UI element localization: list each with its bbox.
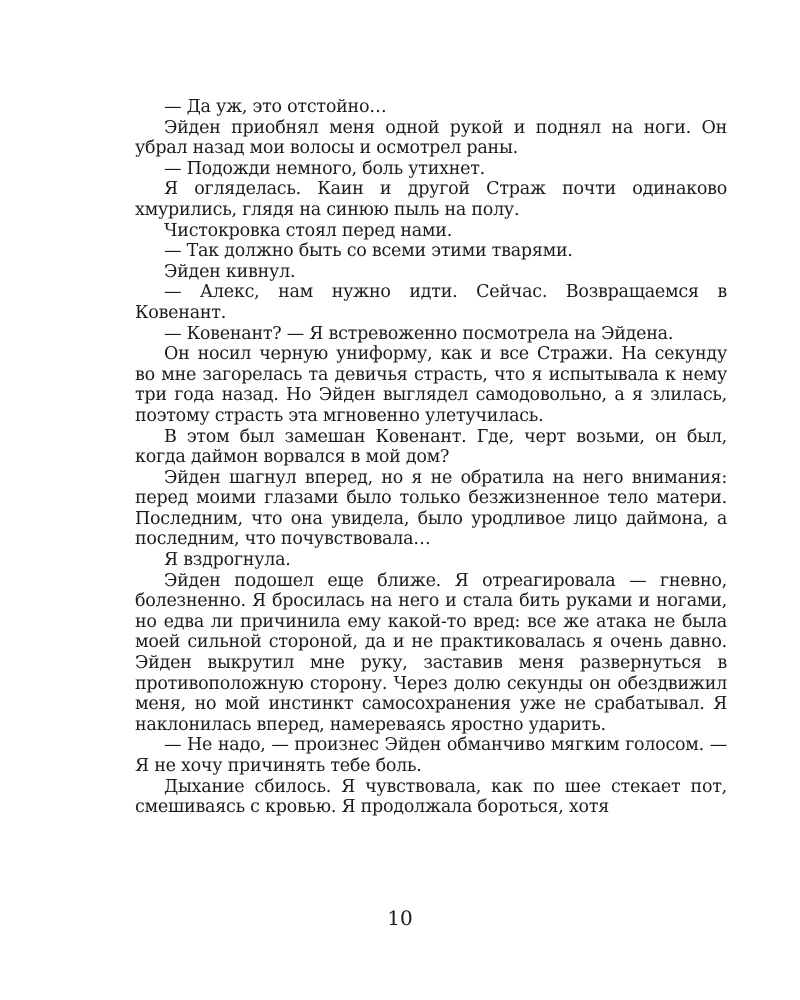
paragraph: — Алекс, нам нужно идти. Сейчас. Возвращаемся в Ковенант. — [135, 282, 727, 323]
paragraph: Дыхание сбилось. Я чувствовала, как по шее стекает пот, смешиваясь с кровью. Я продолжала бороться, хотя — [135, 776, 727, 818]
paragraph: — Да уж, это отстойно… — [164, 97, 387, 117]
paragraph: — Ковенант? — Я встревоженно посмотрела на Эйдена. — [164, 323, 674, 344]
paragraph: Он носил черную униформу, как и все Стражи. На секунду во мне загорелась та девичья страсть, что я испытывала к нему три года назад. Но Эйден выглядел самодовольно, а я злилась, поэтому страсть эта мгновенно улетучилась. — [135, 344, 727, 426]
paragraph: Эйден кивнул. — [164, 261, 296, 282]
paragraph: Эйден шагнул вперед, но я не обратила на него внимания: перед моими глазами было только безжизненное тело матери. Последним, что она увидела, было уродливое лицо даймона, а последним, что почувствовала… — [135, 467, 727, 550]
paragraph: — Так должно быть со всеми этими тварями. — [164, 241, 573, 262]
paragraph: Эйден приобнял меня одной рукой и поднял на ноги. Он убрал назад мои волосы и осмотрел раны. — [135, 117, 727, 159]
paragraph: Я вздрогнула. — [164, 550, 291, 571]
body-text — [135, 97, 727, 818]
paragraph: Эйден подошел еще ближе. Я отреагировала — гневно, болезненно. Я бросилась на него и стала бить руками и ногами, но едва ли причинила ему какой-то вред: все же атака не была моей сильной стороной, да и не практиковалась я очень давно. Эйден выкрутил мне руку, заставив меня развернуться в противоположную сторону. Через долю секунды он обездвижил меня, но мой инстинкт самосохранения уже не срабатывал. Я наклонилась вперед, намереваясь яростно ударить. — [135, 570, 727, 735]
paragraph: Чистокровка стоял перед нами. — [164, 220, 453, 241]
paragraph: В этом был замешан Ковенант. Где, черт возьми, он был, когда даймон ворвался в мой дом? — [135, 426, 727, 468]
page-number: 10 — [387, 906, 413, 930]
paragraph: — Не надо, — произнес Эйден обманчиво мягким голосом. — Я не хочу причинять тебе боль. — [135, 735, 727, 776]
paragraph: — Подожди немного, боль утихнет. — [164, 158, 485, 179]
paragraph: Я огляделась. Каин и другой Страж почти одинаково хмурились, глядя на синюю пыль на полу. — [135, 179, 727, 220]
